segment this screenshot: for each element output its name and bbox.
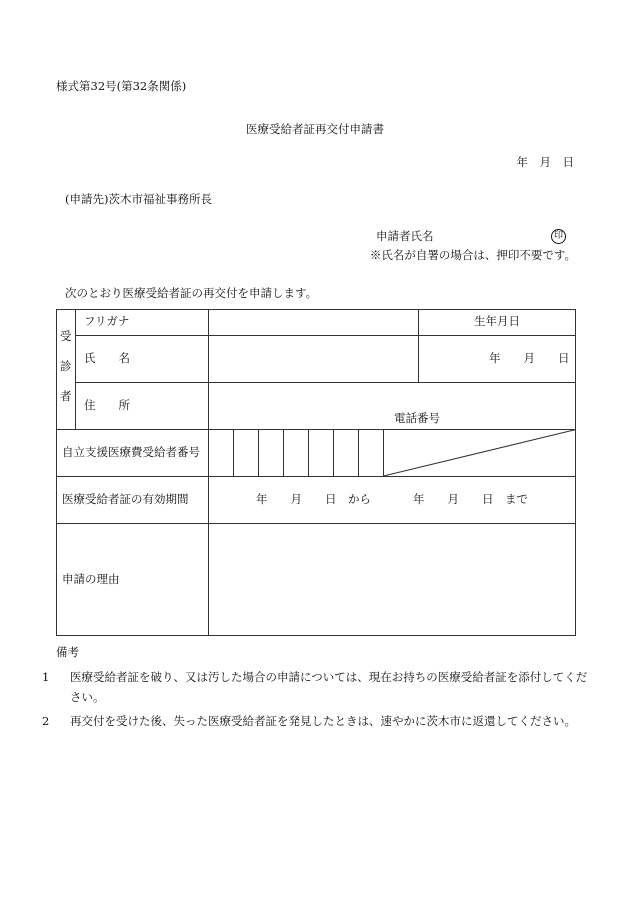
remark-number: 2: [42, 714, 50, 728]
remark-item: [42, 711, 590, 731]
birthdate-label: 生年月日: [474, 314, 520, 328]
furigana-field[interactable]: [210, 310, 417, 334]
validity-label: 医療受給者証の有効期間: [62, 492, 189, 506]
remarks-heading: 備考: [56, 645, 79, 659]
address-field[interactable]: [210, 384, 575, 428]
seal-note: ※氏名が自署の場合は、押印不要です。: [369, 248, 576, 262]
name-label: 氏 名: [84, 351, 130, 365]
remark-item: [42, 667, 590, 707]
name-field[interactable]: [210, 337, 417, 381]
applicant-name-label: 申請者氏名: [376, 229, 434, 243]
seal-mark: 印: [551, 229, 566, 244]
reason-field[interactable]: [210, 525, 575, 634]
address-label: 住 所: [84, 398, 130, 412]
recipient-number-field[interactable]: [210, 431, 382, 475]
validity-from[interactable]: 年 月 日 から: [256, 492, 371, 506]
patient-group-char: 者: [60, 389, 72, 403]
patient-group-char: 受: [60, 329, 72, 343]
patient-group-char: 診: [60, 359, 72, 373]
addressee: (申請先)茨木市福祉事務所長: [65, 192, 212, 206]
form-title: 医療受給者証再交付申請書: [246, 122, 384, 136]
recipient-number-label: 自立支援医療費受給者番号: [62, 445, 200, 459]
furigana-label: フリガナ: [84, 314, 130, 328]
remark-number: 1: [42, 670, 50, 684]
intro-text: 次のとおり医療受給者証の再交付を申請します。: [65, 286, 318, 300]
birthdate-field[interactable]: 年 月 日: [489, 351, 570, 365]
reason-label: 申請の理由: [62, 572, 120, 586]
form-number: 様式第32号(第32条関係): [56, 79, 187, 93]
date-line: 年 月 日: [516, 155, 574, 169]
remark-text: 再交付を受けた後、失った医療受給者証を発見したときは、速やかに茨木市に返還してください。: [70, 714, 576, 728]
validity-to[interactable]: 年 月 日 まで: [413, 492, 528, 506]
remark-text: 医療受給者証を破り、又は汚した場合の申請については、現在お持ちの医療受給者証を添付してください。: [70, 670, 588, 704]
phone-label: 電話番号: [394, 411, 440, 425]
